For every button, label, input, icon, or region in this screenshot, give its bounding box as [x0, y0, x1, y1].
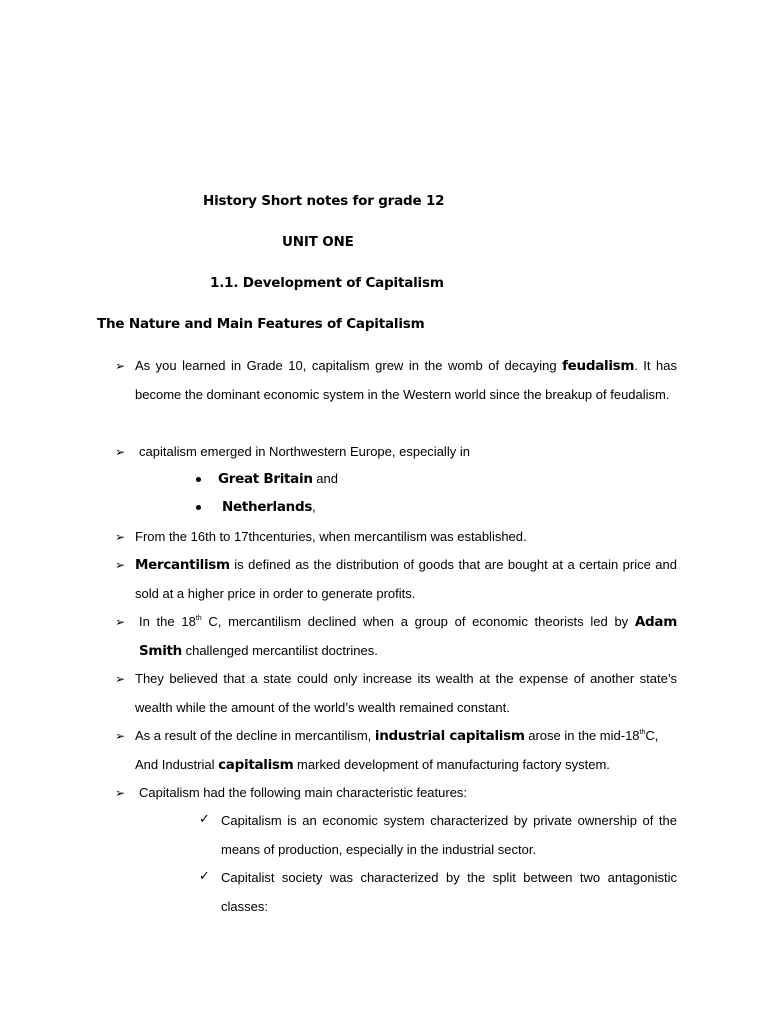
key-term: Mercantilism	[135, 557, 230, 573]
list-item-text: Mercantilism is defined as the distribution of goods that are bought at a certain price and sold at a higher price in order to generate profits.	[135, 557, 677, 601]
arrow-bullet-icon: ➢	[115, 359, 126, 373]
arrow-bullet-icon: ➢	[115, 786, 126, 800]
unit-title: UNIT ONE	[282, 234, 354, 250]
section-heading: The Nature and Main Features of Capitalism	[97, 316, 425, 332]
section-title: 1.1. Development of Capitalism	[210, 275, 444, 291]
arrow-bullet-icon: ➢	[115, 615, 126, 629]
round-bullet-icon	[196, 505, 201, 510]
arrow-bullet-icon: ➢	[115, 445, 126, 459]
key-term: feudalism	[562, 358, 635, 374]
list-item-text: Capitalism had the following main characteristic features:	[139, 785, 468, 800]
key-term: Netherlands	[222, 499, 313, 515]
round-bullet-icon	[196, 477, 201, 482]
checkmark-icon: ✓	[199, 812, 210, 827]
checkmark-icon: ✓	[199, 869, 210, 884]
list-item-text: capitalism emerged in Northwestern Europe, especially in	[139, 444, 470, 459]
list-item-text: In the 18th C, mercantilism declined when a group of economic theorists led by Adam Smith challenged mercantilist doctrines.	[139, 614, 677, 659]
check-list-item-text: Capitalist society was characterized by the split between two antagonistic classes:	[221, 870, 677, 914]
arrow-bullet-icon: ➢	[115, 558, 126, 572]
key-term: capitalism	[218, 756, 294, 773]
key-term: industrial capitalism	[374, 728, 525, 744]
key-term: Adam Smith	[139, 614, 677, 659]
sub-list-item-text: Netherlands,	[222, 499, 316, 515]
list-item-text: As you learned in Grade 10, capitalism grew in the womb of decaying feudalism. It has become the dominant economic system in the Western world since the breakup of feudalism.	[135, 358, 677, 402]
list-item-text: As a result of the decline in mercantilism, industrial capitalism arose in the mid-18thC, And Industrial capitalism marked development of manufacturing factory system.	[135, 728, 659, 773]
arrow-bullet-icon: ➢	[115, 729, 126, 743]
document-title: History Short notes for grade 12	[203, 193, 445, 209]
sub-list-item-text: Great Britain and	[218, 471, 338, 487]
list-item-text: From the 16th to 17thcenturies, when mercantilism was established.	[135, 529, 527, 544]
check-list-item-text: Capitalism is an economic system characterized by private ownership of the means of production, especially in the industrial sector.	[221, 813, 677, 857]
key-term: Great Britain	[218, 471, 313, 487]
arrow-bullet-icon: ➢	[115, 530, 126, 544]
list-item-text: They believed that a state could only increase its wealth at the expense of another state’s wealth while the amount of the world’s wealth remained constant.	[135, 671, 677, 715]
arrow-bullet-icon: ➢	[115, 672, 126, 686]
